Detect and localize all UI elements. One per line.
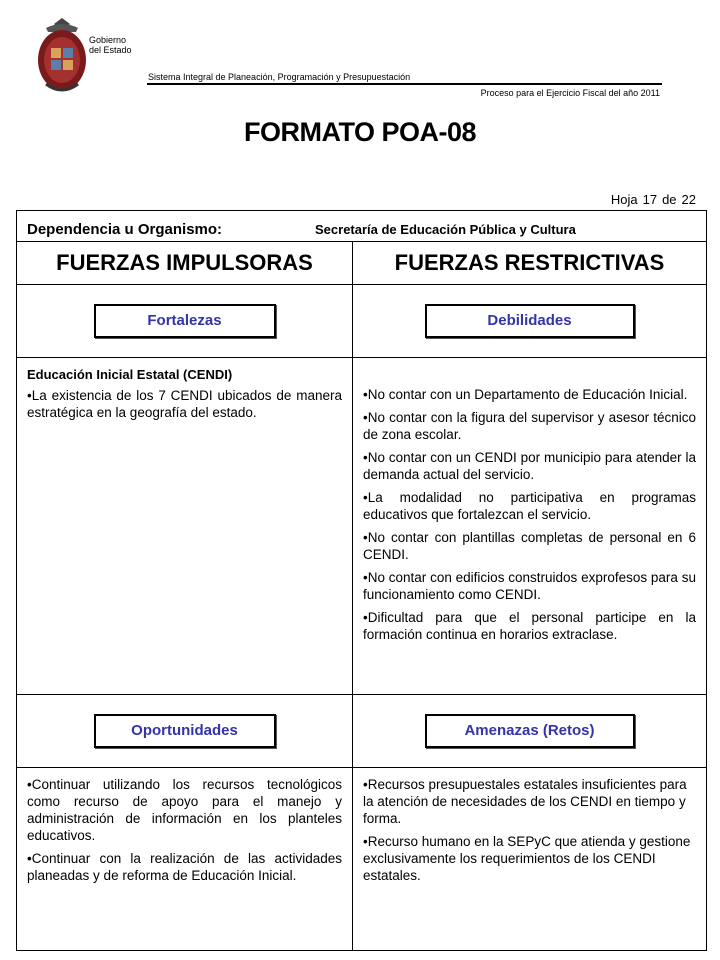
debilidades-item: •No contar con la figura del supervisor y asesor técnico de zona escolar. (363, 410, 696, 442)
oportunidades-label-cell (17, 695, 353, 768)
gobierno-line-1: Gobierno (89, 35, 127, 45)
amenazas-item: •Recursos presupuestales estatales insuficientes para la atención de necesidades de los CENDI en tiempo y forma. (363, 777, 687, 826)
debilidades-label: Debilidades (425, 304, 635, 338)
oportunidades-item: •Continuar con la realización de las actividades planeadas y de reforma de Educación Inicial. (27, 851, 342, 883)
poa-table (16, 210, 707, 951)
debilidades-item: •La modalidad no participativa en programas educativos que fortalezcan el servicio. (363, 490, 696, 522)
debilidades-label-cell (353, 285, 707, 358)
fortalezas-item: •La existencia de los 7 CENDI ubicados de manera estratégica en la geografía del estado. (27, 388, 342, 420)
fortalezas-label: Fortalezas (94, 304, 276, 338)
page-title: FORMATO POA-08 (243, 117, 477, 147)
amenazas-item: •Recurso humano en la SEPyC que atienda y gestione exclusivamente los requerimientos de los CENDI estatales. (363, 834, 691, 883)
dependencia-value: Secretaría de Educación Pública y Cultura (315, 222, 576, 237)
gobierno-label (89, 35, 132, 55)
amenazas-label: Amenazas (Retos) (425, 714, 635, 748)
fortalezas-content (17, 358, 353, 695)
debilidades-content (353, 358, 707, 695)
debilidades-item: •No contar con un Departamento de Educación Inicial. (363, 387, 688, 402)
debilidades-item: •No contar con un CENDI por municipio para atender la demanda actual del servicio. (363, 450, 696, 482)
gobierno-line-2: del Estado (89, 45, 132, 55)
dependencia-label: Dependencia u Organismo: (27, 221, 223, 238)
debilidades-item: •Dificultad para que el personal participe en la formación continua en horarios extraclase. (363, 610, 696, 642)
col-header-restrictivas: FUERZAS RESTRICTIVAS (353, 242, 707, 285)
sistema-label: Sistema Integral de Planeación, Programación y Presupuestación (148, 72, 411, 82)
state-seal-logo (36, 18, 88, 96)
proceso-label: Proceso para el Ejercicio Fiscal del año 2011 (480, 88, 660, 98)
dependencia-row (17, 211, 707, 242)
page-counter (606, 192, 696, 207)
oportunidades-label: Oportunidades (94, 714, 276, 748)
hoja-total: 22 (681, 192, 696, 207)
fortalezas-label-cell (17, 285, 353, 358)
hoja-current: 17 (642, 192, 658, 207)
header-rule (147, 83, 662, 85)
hoja-de: de (662, 192, 677, 207)
hoja-label: Hoja (610, 192, 638, 207)
oportunidades-content (17, 768, 353, 951)
debilidades-item: •No contar con plantillas completas de personal en 6 CENDI. (363, 530, 696, 562)
fortalezas-subtitle: Educación Inicial Estatal (CENDI) (27, 367, 233, 382)
oportunidades-item: •Continuar utilizando los recursos tecnológicos como recurso de apoyo para el manejo y administración de información en los planteles educativos. (27, 777, 342, 843)
debilidades-item: •No contar con edificios construidos exprofesos para su funcionamiento como CENDI. (363, 570, 696, 602)
amenazas-content (353, 768, 707, 951)
amenazas-label-cell (353, 695, 707, 768)
col-header-impulsoras: FUERZAS IMPULSORAS (17, 242, 353, 285)
